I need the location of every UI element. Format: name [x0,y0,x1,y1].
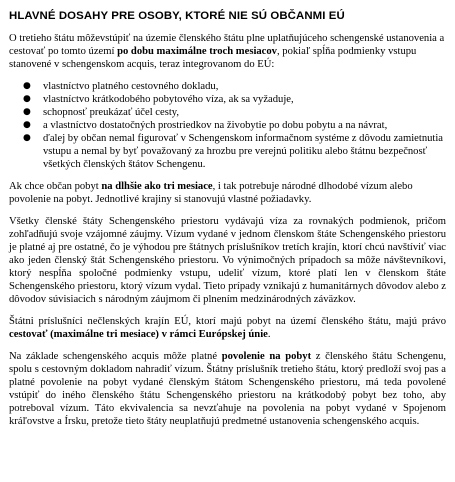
entry-conditions-list [9,80,446,171]
list-item-text: ďalej by občan nemal figurovať v Schengenskom informačnom systéme z dôvodu zamietnutia vstupu a nemal by byť považovaný za hrozbu pre verejnú politiku alebo štátnu bezpečnosť všetkých členských štátov Schengenu. [43,133,443,170]
intro-paragraph [9,32,446,71]
intro-emphasis: po dobu maximálne troch mesiacov [117,46,277,57]
travel-rights-text-end: . [267,329,271,340]
travel-rights-text-start: Štátni príslušníci nečlenských krajín EÚ, ktorí majú pobyt na území členského štátu, majú právo [9,316,446,327]
long-stay-text-end: , i tak potrebuje národné dlhodobé vízum alebo povolenie na pobyt. Jednotlivé krajiny si stanovujú vlastné požiadavky. [9,181,413,205]
long-stay-text-start: Ak chce občan pobyt [9,181,102,192]
list-item [9,80,446,93]
long-stay-paragraph [9,180,446,206]
intro-text-start: O tretieho štátu môževstúpiť na územie členského štátu plne uplatňujúceho schengenské ustanovenia a cestovať po tomto území [9,33,445,57]
travel-rights-emphasis: cestovať (maximálne tri mesiace) v rámci Európskej únie [9,329,268,340]
list-item-text: vlastníctvo krátkodobého pobytového víza, ak sa vyžaduje, [43,94,294,105]
list-item-text: vlastníctvo platného cestovného dokladu, [43,81,219,92]
bullet-icon: ● [23,120,31,130]
long-stay-emphasis: na dlhšie ako tri mesiace [101,181,213,192]
visa-conditions-paragraph: Všetky členské štáty Schengenského priestoru vydávajú víza za rovnakých podmienok, pričom zohľadňujú svoje vzájomné záujmy. Vízum vydané v jednom členskom štáte Schengenského priestoru je platné aj pre ostatné, čo je výhodou pre štátnych príslušníkov tretích krajín, ktorí chcú navštíviť viac ako jeden členský štát Schengenského priestoru. Vo výnimočných prípadoch sa môže návštevníkovi, ktorý nespĺňa spoločné podmienky vstupu, udeliť vízum, ktoré platí len v členskom štáte Schengenského priestoru, ktorý vízum vydal. Tieto prípady vznikajú z humanitárnych dôvodov alebo z dôvodov súvisiacich s národným záujmom či plnením medzinárodných záväzkov. [9,216,446,305]
bullet-icon: ● [23,81,31,91]
list-item-text: a vlastníctvo dostatočných prostriedkov na živobytie po dobu pobytu a na návrat, [43,120,388,131]
list-item-text: schopnosť preukázať účel cesty, [43,107,180,118]
list-item [9,119,446,132]
bullet-icon: ● [23,133,31,143]
bullet-icon: ● [23,107,31,117]
list-item [9,93,446,106]
travel-rights-paragraph [9,315,446,341]
intro-text-end: , pokiaľ spĺňa podmienky vstupu stanovené v schengenskom acquis, teraz integrovanom do EÚ: [9,46,417,70]
residence-permit-text-start: Na základe schengenského acquis môže platné [9,351,222,362]
document-title: HLAVNÉ DOSAHY PRE OSOBY, KTORÉ NIE SÚ OBČANMI EÚ [9,10,345,22]
residence-permit-emphasis: povolenie na pobyt [221,351,312,362]
list-item [9,132,446,171]
residence-permit-text-end: z členského štátu Schengenu, spolu s cestovným dokladom nahradiť vízum. Štátny príslušník tretieho štátu, ktorý predloží svoj pas a platné povolenie na pobyt vydané členským štátom Schengenského priestoru, má teda povolené vstúpiť do iného členského štátu Schengenského priestoru na krátkodobý pobyt bez toho, aby potreboval vízum. Táto ekvivalencia sa nevzťahuje na povolenia na pobyt vydané v Spojenom kráľovstve a Írsku, pretože tieto štáty neuplatňujú predmetné ustanovenia schengenského acquis. [9,351,447,427]
bullet-icon: ● [23,94,31,104]
residence-permit-paragraph [9,350,446,428]
list-item [9,106,446,119]
